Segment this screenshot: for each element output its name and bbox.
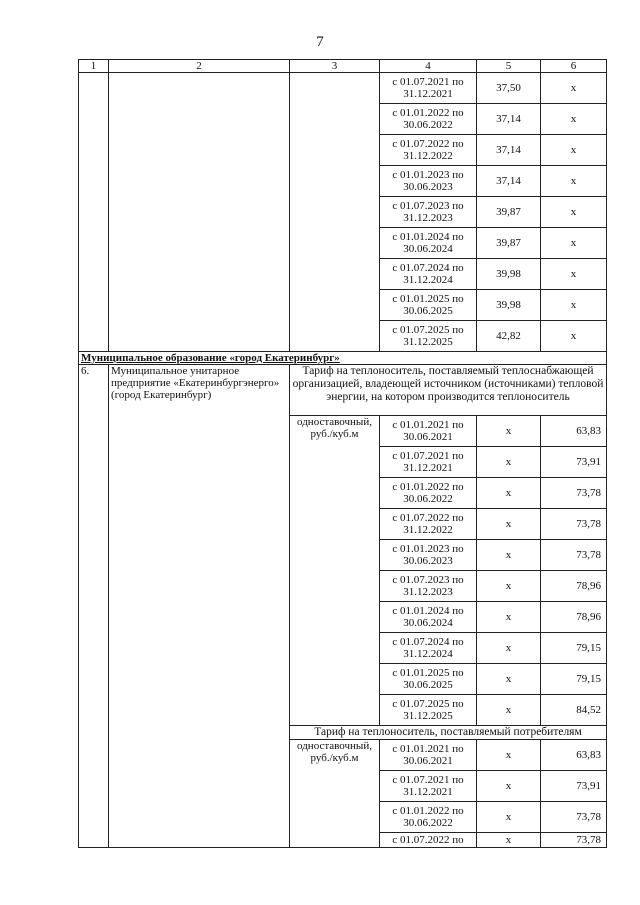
period-cell: с 01.07.2023 по 31.12.2023 (380, 571, 477, 602)
column-header: 5 (477, 60, 541, 73)
organization-name: Муниципальное унитарное предприятие «Екатеринбургэнерго» (город Екатеринбург) (109, 365, 290, 848)
period-cell: с 01.01.2025 по 30.06.2025 (380, 664, 477, 695)
mark-cell: х (477, 478, 541, 509)
value-cell: 39,98 (477, 290, 541, 321)
entry-number: 6. (79, 365, 109, 848)
period-cell: с 01.07.2021 по 31.12.2021 (380, 447, 477, 478)
mark-cell: х (541, 135, 607, 166)
mark-cell: х (477, 771, 541, 802)
value-cell: 37,50 (477, 73, 541, 104)
section-title-row (79, 352, 607, 365)
mark-cell: х (477, 740, 541, 771)
column-header: 4 (380, 60, 477, 73)
mark-cell: х (541, 259, 607, 290)
period-cell: с 01.01.2024 по 30.06.2024 (380, 228, 477, 259)
period-cell: с 01.01.2023 по 30.06.2023 (380, 540, 477, 571)
period-cell: с 01.07.2025 по 31.12.2025 (380, 321, 477, 352)
period-cell: с 01.01.2022 по 30.06.2022 (380, 478, 477, 509)
value-cell: 73,78 (541, 802, 607, 833)
value-cell: 73,78 (541, 833, 607, 848)
column-header: 3 (290, 60, 380, 73)
value-cell: 37,14 (477, 166, 541, 197)
mark-cell: х (541, 321, 607, 352)
table-row (79, 73, 607, 104)
value-cell: 37,14 (477, 104, 541, 135)
period-cell: с 01.01.2022 по 30.06.2022 (380, 104, 477, 135)
mark-cell: х (477, 602, 541, 633)
rate-type: одноставочный, руб./куб.м (290, 416, 380, 726)
value-cell: 79,15 (541, 664, 607, 695)
value-cell: 73,78 (541, 478, 607, 509)
cell-rate-type (290, 73, 380, 352)
period-cell: с 01.01.2023 по 30.06.2023 (380, 166, 477, 197)
column-header: 6 (541, 60, 607, 73)
column-header: 2 (109, 60, 290, 73)
value-cell: 42,82 (477, 321, 541, 352)
mark-cell: х (477, 664, 541, 695)
value-cell: 39,87 (477, 228, 541, 259)
mark-cell: х (477, 833, 541, 848)
mark-cell: х (541, 197, 607, 228)
value-cell: 73,91 (541, 447, 607, 478)
tariff-header-row (79, 365, 607, 416)
value-cell: 39,98 (477, 259, 541, 290)
value-cell: 78,96 (541, 602, 607, 633)
period-cell: с 01.07.2024 по 31.12.2024 (380, 259, 477, 290)
mark-cell: х (541, 166, 607, 197)
mark-cell: х (477, 447, 541, 478)
mark-cell: х (477, 509, 541, 540)
value-cell: 78,96 (541, 571, 607, 602)
mark-cell: х (477, 416, 541, 447)
period-cell: с 01.07.2022 по (380, 833, 477, 848)
period-cell: с 01.07.2023 по 31.12.2023 (380, 197, 477, 228)
mark-cell: х (477, 695, 541, 726)
value-cell: 84,52 (541, 695, 607, 726)
value-cell: 73,78 (541, 540, 607, 571)
period-cell: с 01.07.2024 по 31.12.2024 (380, 633, 477, 664)
value-cell: 63,83 (541, 740, 607, 771)
mark-cell: х (541, 290, 607, 321)
period-cell: с 01.01.2022 по 30.06.2022 (380, 802, 477, 833)
page-number: 7 (316, 34, 324, 50)
period-cell: с 01.07.2025 по 31.12.2025 (380, 695, 477, 726)
cell-organization (109, 73, 290, 352)
tariff-table (78, 59, 607, 848)
rate-type: одноставочный, руб./куб.м (290, 740, 380, 848)
period-cell: с 01.07.2021 по 31.12.2021 (380, 73, 477, 104)
value-cell: 79,15 (541, 633, 607, 664)
tariff-title: Тариф на теплоноситель, поставляемый потребителям (290, 726, 607, 740)
period-cell: с 01.01.2021 по 30.06.2021 (380, 416, 477, 447)
value-cell: 37,14 (477, 135, 541, 166)
period-cell: с 01.01.2021 по 30.06.2021 (380, 740, 477, 771)
mark-cell: х (541, 228, 607, 259)
value-cell: 73,78 (541, 509, 607, 540)
mark-cell: х (541, 104, 607, 135)
period-cell: с 01.07.2022 по 31.12.2022 (380, 509, 477, 540)
mark-cell: х (477, 633, 541, 664)
period-cell: с 01.01.2025 по 30.06.2025 (380, 290, 477, 321)
tariff-title: Тариф на теплоноситель, поставляемый теплоснабжающей организацией, владеющей источником (источниками) тепловой энергии, на котором производится теплоноситель (290, 365, 607, 416)
column-header-row (79, 60, 607, 73)
value-cell: 63,83 (541, 416, 607, 447)
mark-cell: х (477, 802, 541, 833)
mark-cell: х (541, 73, 607, 104)
period-cell: с 01.07.2021 по 31.12.2021 (380, 771, 477, 802)
mark-cell: х (477, 571, 541, 602)
mark-cell: х (477, 540, 541, 571)
period-cell: с 01.07.2022 по 31.12.2022 (380, 135, 477, 166)
column-header: 1 (79, 60, 109, 73)
period-cell: с 01.01.2024 по 30.06.2024 (380, 602, 477, 633)
section-title: Муниципальное образование «город Екатеринбург» (79, 352, 607, 365)
cell-number (79, 73, 109, 352)
value-cell: 39,87 (477, 197, 541, 228)
value-cell: 73,91 (541, 771, 607, 802)
